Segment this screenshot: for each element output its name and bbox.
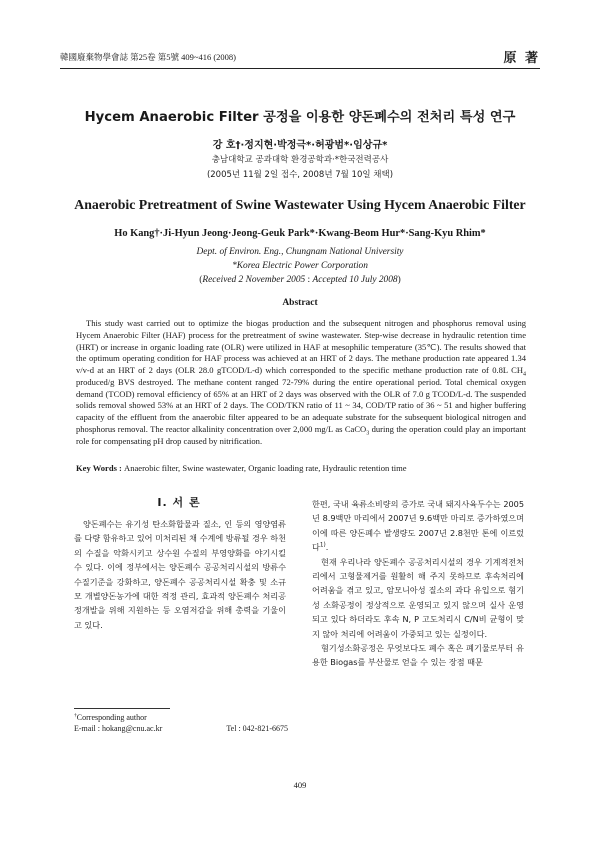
english-affiliation-kepco: *Korea Electric Power Corporation [232,261,368,271]
intro-paragraph: 현재 우리나라 양돈폐수 공공처리시설의 경우 기계적전처리에서 고형물제거를 원활히 해 주지 못하므로 후속처리에 어려움을 겪고 있고, 암모니아성 질소의 과다 유입으로 혐기성 소화공정이 정상적으로 운영되고 있지 않으며 실사 운영되고 있다 하더라도 후속 N, P 고도처리시 C/N비 균형이 맞지 않아 처리에 어려움이 가중되고 있는 실정이다. [312,556,524,639]
keywords-text: Anaerobic filter, Swine wastewater, Organic loading rate, Hydraulic retention time [124,463,407,473]
author-phone: Tel : 042-821-6675 [226,724,288,733]
header-rule [60,68,540,69]
author-email: E-mail : hokang@cnu.ac.kr [74,724,163,733]
section-title: I. 서 론 [157,496,201,509]
keywords [76,463,536,473]
footnote: †Corresponding author E-mail : hokang@cnu.ac.kr Tel : 042-821-6675 [74,712,288,733]
intro-paragraph: 혐기성소화공정은 무엇보다도 폐수 혹은 폐기물로부터 유용한 Biogas를 부산물로 얻을 수 있는 장점 때문 [312,643,524,668]
article-category: 原 著 [503,51,540,66]
accepted-date: Accepted 10 July 2008 [312,275,398,285]
intro-paragraph: 한편, 국내 육류소비량의 증가로 국내 돼지사육두수는 2005년 8.9백만 마리에서 2007년 9.6백만 마리로 증가하였으며 이에 따른 양돈폐수 발생량도 2007년 2.8천만 톤에 이르렀다$^{1)}$. [312,499,524,553]
korean-affiliation: 충남대학교 공과대학 환경공학과·*한국전력공사 [211,155,389,165]
english-department: Dept. of Environ. Eng., Chungnam National University [196,247,404,257]
english-authors: Ho Kang†·Ji-Hyun Jeong·Jeong-Geuk Park*·Kwang-Beom Hur*·Sang-Kyu Rhim* [114,228,486,239]
intro-paragraph: 양돈폐수는 유기성 탄소화합물과 질소, 인 등의 영양염류를 다량 함유하고 있어 미처리된 채 수계에 방류될 경우 하천의 수질을 악화시키고 상수원 수질의 부영양화를 야기시킬 수 있다. 이에 정부에서는 양돈폐수 공공처리시설의 방류수 수질기준을 강화하고, 양돈폐수 공공처리시설 확충 및 소규모 개별양돈농가에 대한 적정 관리, 효과적 양돈폐수 처리공정개발을 위해 지원하는 등 오염저감을 위해 총력을 기울이고 있다. [74,519,286,630]
korean-dates: (2005년 11월 2일 접수, 2008년 7월 10일 채택) [206,170,394,180]
korean-authors: 강 호†·정지현·박정극*·허광범*·임상규* [212,140,388,151]
page-number: 409 [293,780,307,790]
english-title: Anaerobic Pretreatment of Swine Wastewater Using Hycem Anaerobic Filter [74,197,526,212]
journal-citation: 韓國廢棄物學會誌 第25卷 第5號 409~416 (2008) [60,52,237,62]
abstract-heading: Abstract [282,298,318,308]
left-column [74,517,286,632]
keywords-label: Key Words : [76,463,125,473]
footnote-rule [74,708,170,709]
received-date: Received 2 November 2005 [202,275,306,285]
running-head [60,50,540,66]
citation-ref: 1) [319,542,326,549]
korean-title: Hycem Anaerobic Filter 공정을 이용한 양돈폐수의 전처리 특성 연구 [84,110,516,125]
corresponding-author: Corresponding author [76,713,147,722]
right-column [312,497,524,670]
abstract-body: This study wast carried out to optimize the biogas production and the subsequent nitrogen and phosphorus removal using Hycem Anaerobic Filter (HAF) process for the pretreatment of swine wastewater. Step-wise decrease in hydraulic retention time (HRT) or increase in organic loading rate (OLR) were utilized in HAF at mesophilic temperature (35℃). The results showed that the optimum operating condition for HAF process was achieved at an HRT of 2 days. The methane production rate appeared 1.34 v/v-d at an HRT of 2 days (OLR 28.0 gTCOD/L-d) which corresponded to the specific methane production rate of 0.8L $CH_4$ produced/g BVS destroyed. The methane content ranged 72-79% during the entire operational period. Total chemical oxygen demand (TCOD) removal efficiency of 65% at an HRT of 2 days was observed with the OLR of 7.0 g TCOD/L-d. The suspended solids removal showed 53% at an HRT of 2 days. The COD/TKN ratio of 11 ~ 34, COD/TP ratio of 36 ~ 51 and higher buffering capacity of the effluent from the anaerobic filter appeared to be an adequate substrate for the subsequent biological nitrogen and phosphorus removal. The reactor alkalinity concentration over 2,000 mg/L as CaCO$_3$ during the operation could play an important role for compensating pH drop caused by nitrification. [76,318,526,446]
english-dates: (Received 2 November 2005 : Accepted 10 July 2008) [199,275,401,285]
